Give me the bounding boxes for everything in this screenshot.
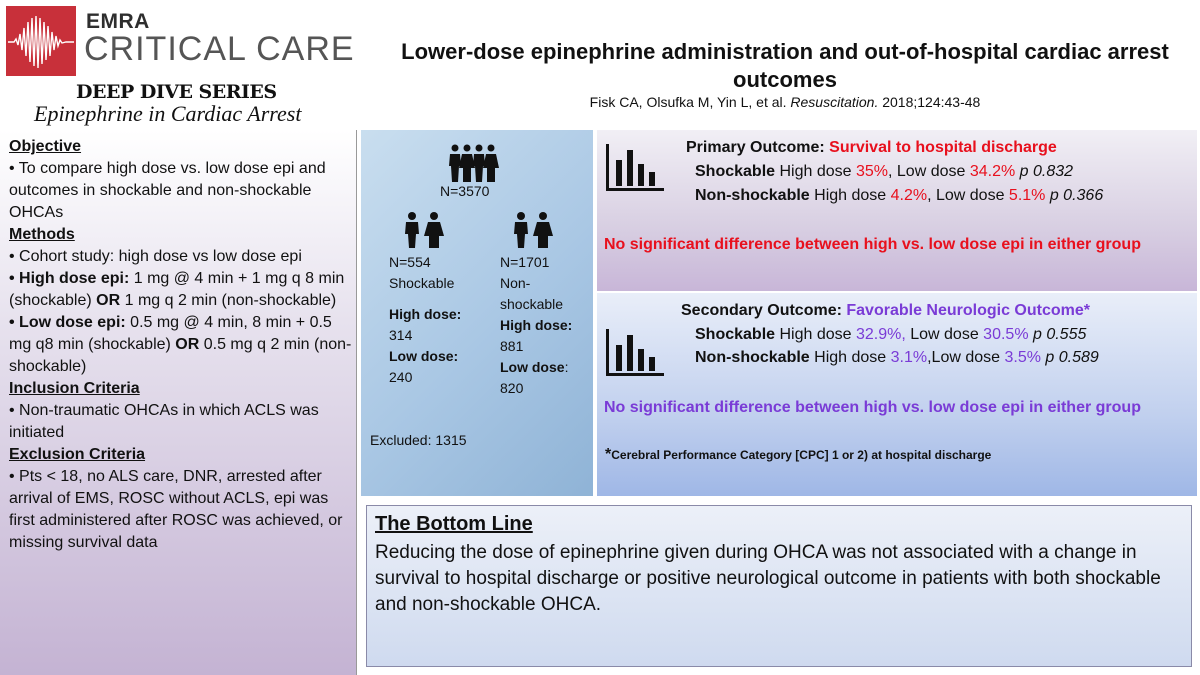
nonshockable-low-value: 820 [500, 380, 524, 396]
methods-cohort: • Cohort study: high dose vs low dose epi [9, 248, 302, 265]
primary-outcome-name: Survival to hospital discharge [829, 139, 1057, 156]
secondary-shock-low: 30.5% [983, 326, 1029, 343]
secondary-nonshock-p: p 0.589 [1040, 349, 1099, 366]
primary-nonshockable-row: Non-shockable High dose 4.2%, Low dose 5.1% p 0.366 [695, 187, 1104, 204]
shockable-high-value: 314 [389, 327, 413, 343]
nonshockable-label-1: Non- [500, 275, 531, 291]
primary-shock-low: 34.2% [969, 163, 1016, 180]
emra-logo [6, 6, 76, 76]
citation [370, 94, 1200, 110]
primary-nonshock-p: p 0.366 [1045, 187, 1104, 204]
nonshockable-low-label: Low dose: [500, 359, 569, 375]
people-pair-icon [402, 212, 446, 248]
objective-text: • To compare high dose vs. low dose epi and outcomes in shockable and non-shockable OHCAs [9, 160, 326, 221]
primary-nonshock-high: 4.2% [890, 187, 928, 204]
exclusion-heading: Exclusion Criteria [9, 446, 146, 463]
brand-critical-care: CRITICAL CARE [84, 30, 355, 68]
inclusion-text: • Non-traumatic OHCAs in which ACLS was initiated [9, 402, 319, 441]
excluded-count: Excluded: 1315 [370, 432, 467, 448]
low-dose-text-a: 0.5 mg @ 4 min, 8 min + 0.5 mg q8 min (shockable) [9, 314, 332, 353]
shockable-group [389, 252, 489, 388]
primary-outcome-title: Primary Outcome: Survival to hospital discharge [686, 139, 1057, 156]
high-dose-label: • High dose epi: [9, 270, 130, 287]
total-n: N=3570 [440, 183, 490, 199]
brand-emra: EMRA [86, 10, 150, 33]
primary-shock-high: 35% [855, 163, 888, 180]
low-dose-label: • Low dose epi: [9, 314, 126, 331]
shockable-low-label: Low dose: [389, 348, 459, 364]
shockable-low-value: 240 [389, 369, 413, 385]
bottom-line-text: Reducing the dose of epinephrine given during OHCA was not associated with a change in survival to hospital discharge or positive neurological outcome in patients with both shockable and non-shockable OHCA. [375, 542, 1161, 615]
secondary-outcome-panel [597, 293, 1197, 496]
secondary-outcome-name: Favorable Neurologic Outcome* [846, 302, 1090, 319]
secondary-nonshock-high: 3.1% [890, 349, 928, 366]
high-dose-or: OR [96, 292, 121, 309]
primary-shock-p: p 0.832 [1015, 163, 1074, 180]
shockable-n: N=554 [389, 254, 431, 270]
bottom-line-heading: The Bottom Line [375, 513, 533, 535]
nonshockable-n: N=1701 [500, 254, 550, 270]
secondary-shock-p: p 0.555 [1028, 326, 1087, 343]
nonshockable-high-value: 881 [500, 338, 524, 354]
ekg-logo-icon [6, 6, 76, 76]
series-topic: Epinephrine in Cardiac Arrest [34, 101, 302, 126]
citation-details: 2018;124:43-48 [878, 94, 981, 110]
exclusion-text: • Pts < 18, no ALS care, DNR, arrested after arrival of EMS, ROSC without ACLS, epi was first administered after ROSC was achieved, or missing survival data [9, 468, 343, 551]
methods-heading: Methods [9, 226, 75, 243]
objective-heading: Objective [9, 138, 82, 155]
nonshockable-group [500, 252, 592, 399]
secondary-nonshock-low: 3.5% [1004, 349, 1041, 366]
study-details-content [9, 136, 354, 554]
high-dose-text-b: 1 mg q 2 min (non-shockable) [120, 292, 337, 309]
high-dose-text-a: 1 mg @ 4 min + 1 mg q 8 min (shockable) [9, 270, 345, 309]
secondary-outcome-title: Secondary Outcome: Favorable Neurologic Outcome* [681, 302, 1090, 319]
nonshockable-label-2: shockable [500, 296, 564, 312]
cpc-footnote: *Cerebral Performance Category [CPC] 1 or 2) at hospital discharge [605, 446, 992, 463]
secondary-shock-high: 32.9%, [855, 326, 906, 343]
inclusion-heading: Inclusion Criteria [9, 380, 140, 397]
low-dose-text-b: 0.5 mg q 2 min (non-shockable) [9, 336, 352, 375]
primary-conclusion: No significant difference between high vs. low dose epi in either group [604, 236, 1141, 253]
shockable-high-label: High dose: [389, 306, 462, 322]
primary-nonshock-low: 5.1% [1008, 187, 1046, 204]
bar-chart-icon [606, 327, 666, 377]
methods-high-dose [9, 268, 354, 312]
bar-chart-icon [606, 142, 666, 192]
primary-shockable-row: Shockable High dose 35%, Low dose 34.2% p 0.832 [695, 163, 1074, 180]
people-group-icon [449, 144, 505, 182]
shockable-label: Shockable [389, 275, 455, 291]
secondary-conclusion: No significant difference between high vs. low dose epi in either group [604, 399, 1141, 416]
citation-authors: Fisk CA, Olsufka M, Yin L, et al. [589, 94, 791, 110]
citation-journal: Resuscitation. [790, 94, 879, 110]
nonshockable-high-label: High dose: [500, 317, 573, 333]
secondary-shockable-row: Shockable High dose 32.9%, Low dose 30.5% p 0.555 [695, 326, 1087, 343]
secondary-nonshockable-row: Non-shockable High dose 3.1%,Low dose 3.5% p 0.589 [695, 349, 1099, 366]
series-title: DEEP DIVE SERIES [76, 81, 277, 103]
people-pair-icon [511, 212, 555, 248]
page-title: Lower-dose epinephrine administration and out-of-hospital cardiac arrest outcomes [401, 39, 1169, 92]
methods-low-dose [9, 312, 354, 378]
low-dose-or: OR [175, 336, 200, 353]
